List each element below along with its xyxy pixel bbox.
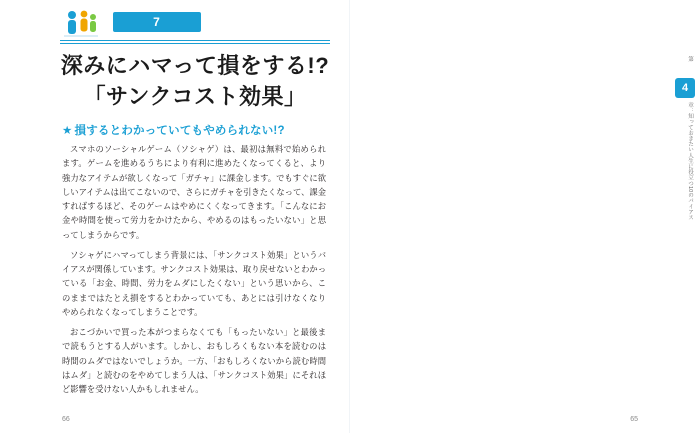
page-folio-right: 65 bbox=[630, 416, 638, 423]
body-paragraph: ソシャゲにハマってしまう背景には、「サンクコスト効果」というバイアスが関係しています。サンクコスト効果は、取り戻せないとわかっている「お金、時間、労力をムダにしたくない」という思いから、このままではたとえ損をするとわかっていても、あとには引けなくなりやめられなくなってしまうことです。 bbox=[62, 249, 326, 317]
people-icon bbox=[60, 8, 102, 44]
body-text bbox=[62, 142, 326, 403]
chapter-tab-top: 第 bbox=[687, 56, 693, 62]
chapter-tab-label: 章：知っておきたい人生に役立つ10のバイアス bbox=[687, 102, 693, 221]
page-folio-left: 66 bbox=[62, 416, 70, 423]
title-rule-top2 bbox=[60, 43, 330, 44]
page-title-line2: 「サンクコスト効果」 bbox=[83, 84, 307, 110]
chapter-tab-number: 4 bbox=[675, 78, 695, 98]
star-icon: ★ bbox=[62, 125, 73, 137]
page-title-line1: 深みにハマって損をする!? bbox=[60, 53, 330, 78]
page-title bbox=[55, 50, 335, 112]
body-paragraph: おこづかいで買った本がつまらなくても「もったいない」と最後まで読もうとする人がいます。しかし、おもしろくもない本を読むのは時間のムダではないでしょうか。一方、「おもしろくないから読む時間はムダ」と読むのをやめてしまう人は、「サンクコスト効果」にそれほど影響を受けない人かもしれません。 bbox=[62, 327, 326, 395]
chapter-number-badge: 7 bbox=[113, 12, 201, 32]
section-subhead bbox=[62, 122, 342, 138]
title-rule-top bbox=[60, 40, 330, 41]
right-page bbox=[350, 0, 700, 433]
body-paragraph: スマホのソーシャルゲーム（ソシャゲ）は、最初は無料で始められます。ゲームを進めるうちにより有利に進めたくなってくると、より強力なアイテムが欲しくなって「ガチャ」に課金します。でもすぐに欲しいアイテムは出てこないので、さらにガチャを引きたくなって、課金すればするほど、そのゲームはやめにくくなってきます。「こんなにお金や時間を使って労力をかけたから、やめるのはもったいない」と思ってしまうからです。 bbox=[62, 144, 326, 240]
section-subhead-text: 損するとわかっていてもやめられない!? bbox=[74, 125, 285, 137]
